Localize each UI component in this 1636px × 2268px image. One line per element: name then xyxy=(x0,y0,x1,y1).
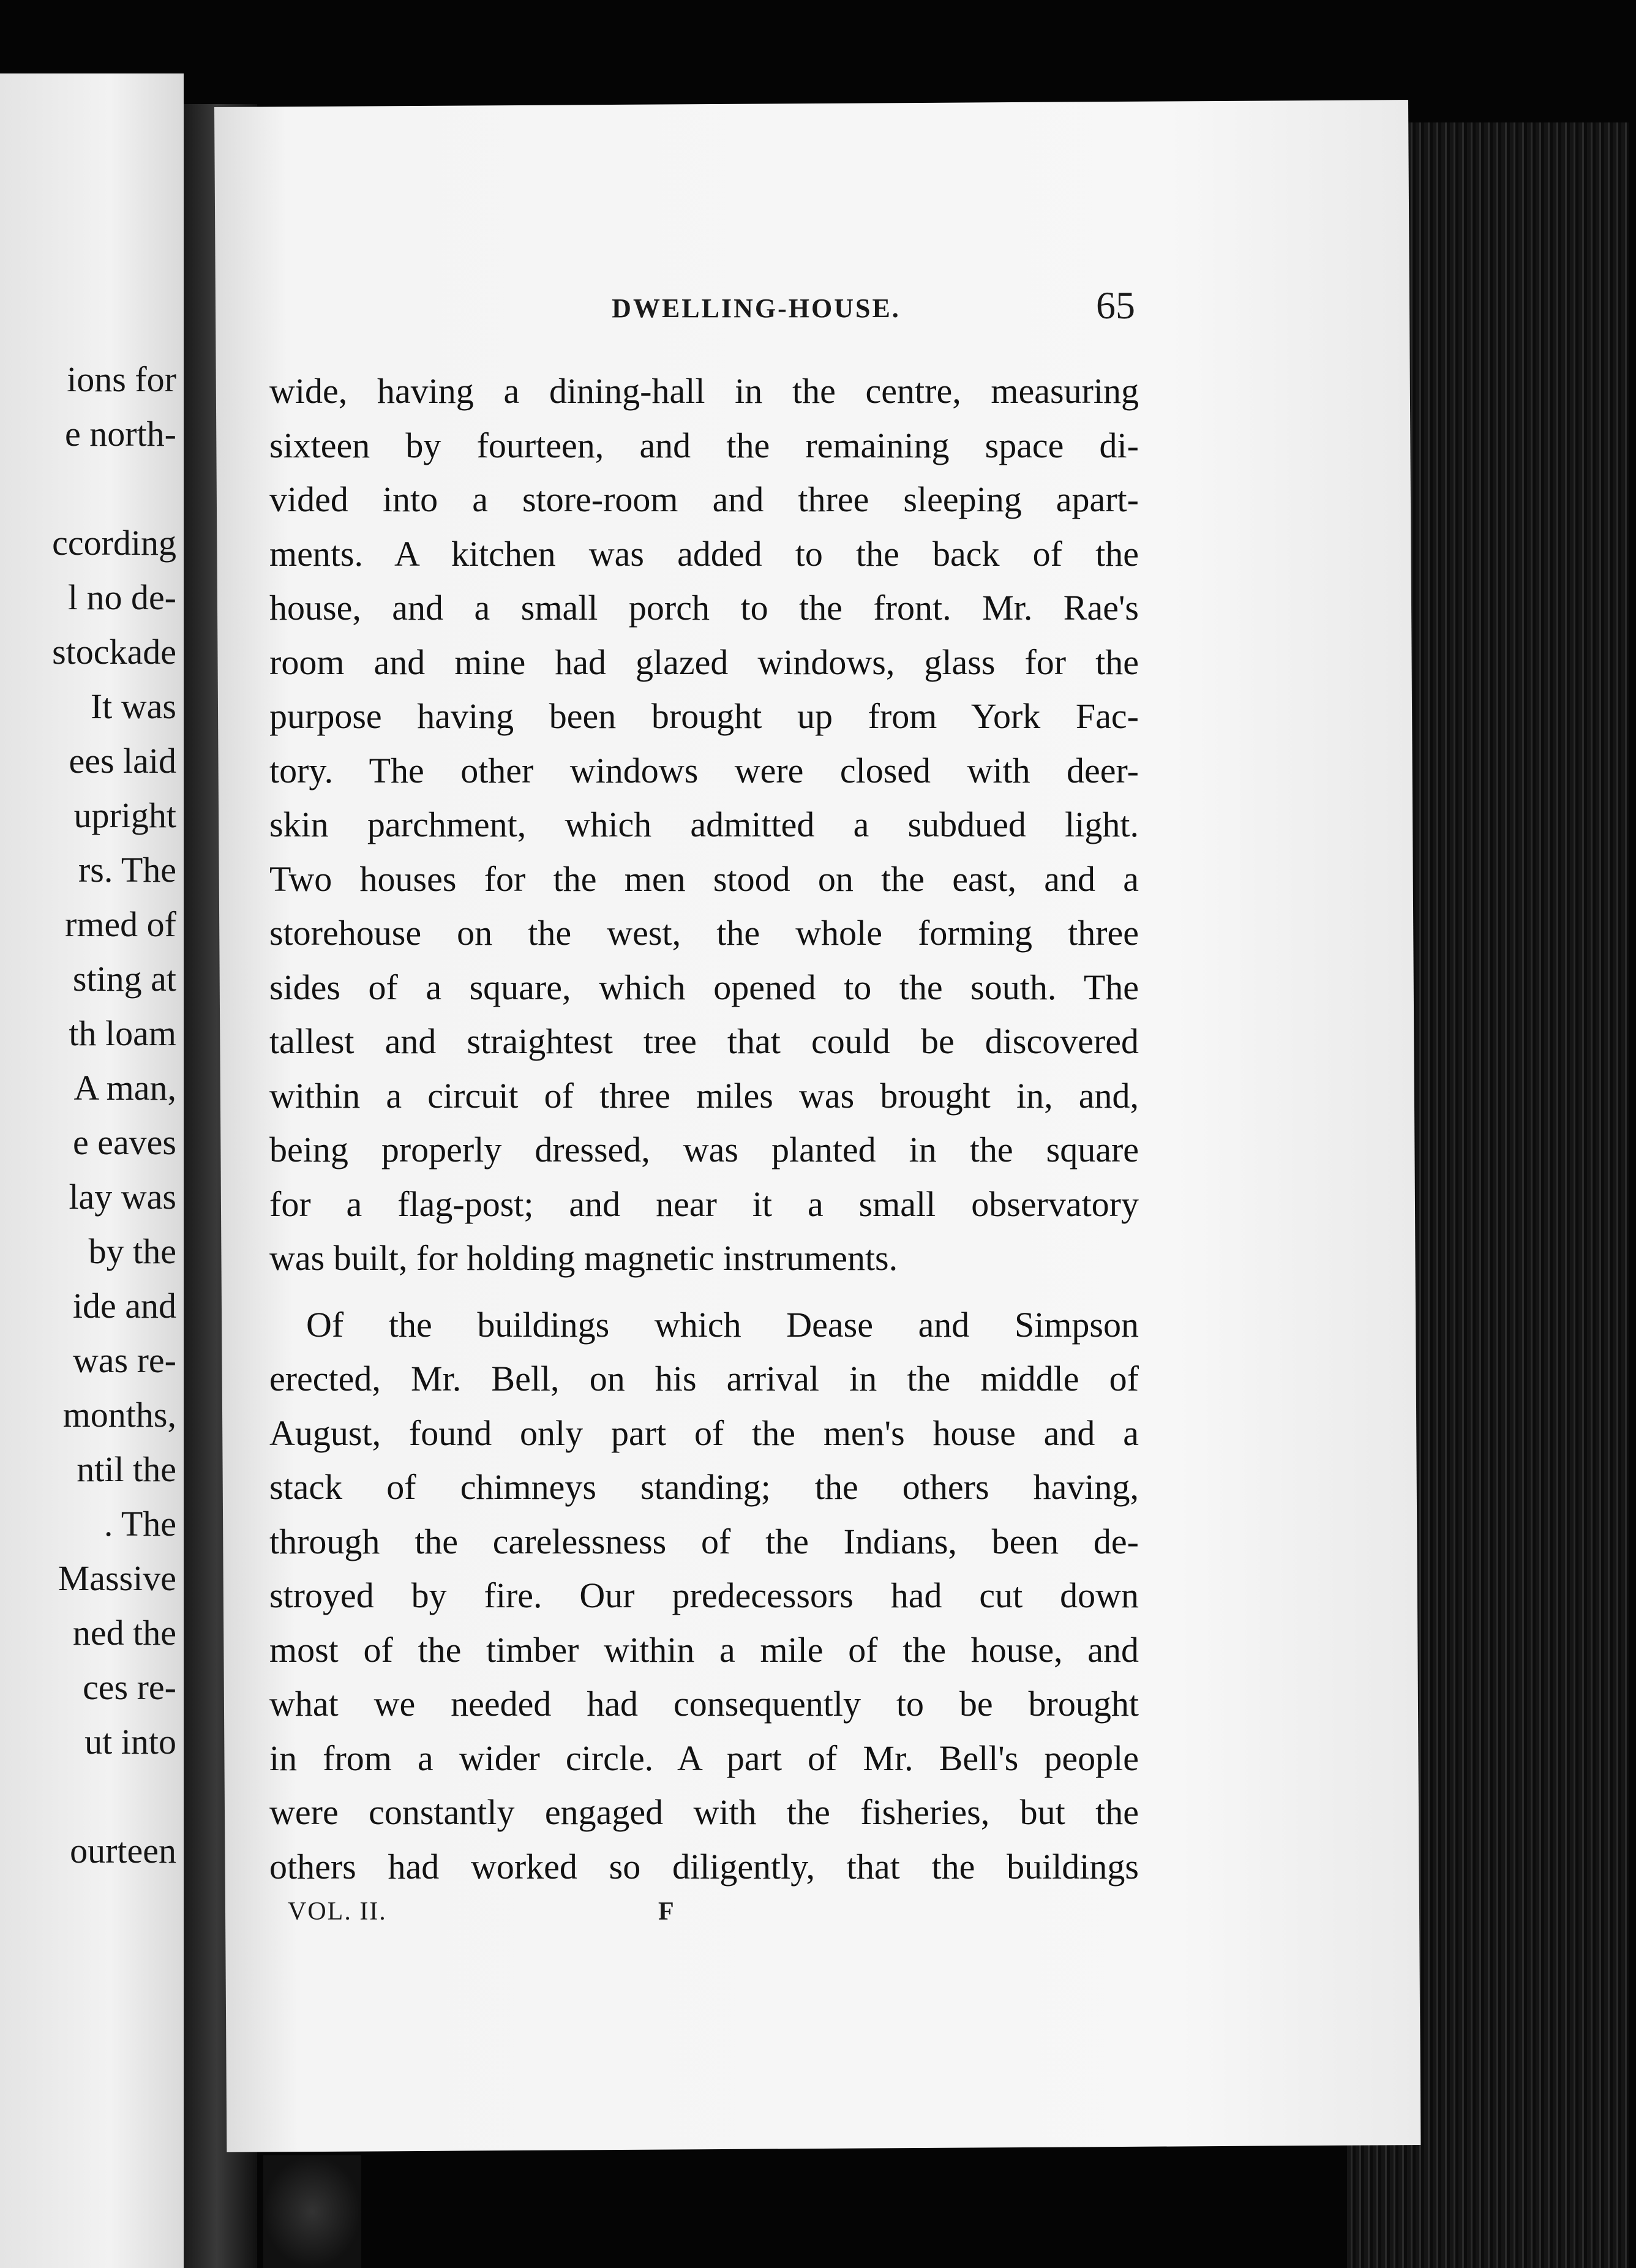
text-line: what we needed had consequently to be brought xyxy=(269,1684,1139,1724)
text-line: tallest and straightest tree that could be discovered xyxy=(269,1021,1139,1061)
left-page-line: Massive xyxy=(58,1558,176,1598)
left-page-line xyxy=(52,1769,176,1823)
left-page-line: ions for xyxy=(67,359,176,399)
left-page-line: was re- xyxy=(72,1340,176,1380)
text-line: room and mine had glazed windows, glass for the xyxy=(269,642,1139,682)
left-page-line: ide and xyxy=(72,1286,176,1326)
text-line: Of the buildings which Dease and Simpson xyxy=(306,1304,1139,1345)
text-line: vided into a store-room and three sleeping apart- xyxy=(269,479,1139,519)
volume-signature: VOL. II. xyxy=(288,1898,387,1926)
left-page-line: ces re- xyxy=(83,1667,176,1707)
left-page-line: e north- xyxy=(65,414,176,454)
left-page-line xyxy=(52,461,176,516)
left-page-text xyxy=(52,352,176,1878)
left-page-line: A man, xyxy=(73,1068,176,1108)
text-line: wide, having a dining-hall in the centre, measuring xyxy=(269,371,1139,411)
left-page-line: ees laid xyxy=(69,741,176,781)
text-line: stroyed by fire. Our predecessors had cut down xyxy=(269,1575,1139,1615)
body-text xyxy=(269,364,1139,1894)
text-line: Two houses for the men stood on the east, and a xyxy=(269,858,1139,899)
text-line: sides of a square, which opened to the south. The xyxy=(269,967,1139,1007)
left-page-line: rs. The xyxy=(78,850,176,890)
signature-letter: F xyxy=(658,1898,674,1926)
left-page-line: th loam xyxy=(69,1013,176,1053)
left-facing-page xyxy=(0,73,184,2268)
left-page-line: sting at xyxy=(72,959,176,999)
running-head: DWELLING-HOUSE. xyxy=(612,293,901,323)
left-page-line: ntil the xyxy=(77,1449,176,1489)
left-page-line: upright xyxy=(73,795,176,835)
text-line: stack of chimneys standing; the others having, xyxy=(269,1467,1139,1507)
paragraph-2 xyxy=(269,1298,1139,1894)
left-page-line: l no de- xyxy=(67,577,176,617)
text-line: skin parchment, which admitted a subdued light. xyxy=(269,805,1139,844)
text-line: sixteen by fourteen, and the remaining space di- xyxy=(269,425,1139,465)
left-page-line: . The xyxy=(103,1504,176,1544)
page-number: 65 xyxy=(1096,284,1135,327)
left-page-line: by the xyxy=(88,1231,176,1271)
text-line: through the carelessness of the Indians, been de- xyxy=(269,1521,1139,1561)
left-page-line: ourteen xyxy=(70,1831,176,1871)
text-line: being properly dressed, was planted in the square xyxy=(269,1130,1139,1170)
left-page-line: rmed of xyxy=(65,904,176,944)
text-line: most of the timber within a mile of the house, and xyxy=(269,1629,1139,1670)
text-line: tory. The other windows were closed with deer- xyxy=(269,750,1139,790)
text-line: in from a wider circle. A part of Mr. Bell's people xyxy=(269,1738,1139,1778)
text-line: within a circuit of three miles was brought in, and, xyxy=(269,1075,1139,1116)
text-line: were constantly engaged with the fisheries, but the xyxy=(269,1792,1139,1832)
left-page-line: ut into xyxy=(84,1722,176,1762)
text-line: for a flag-post; and near it a small observatory xyxy=(269,1184,1139,1224)
left-page-line: It was xyxy=(90,686,176,726)
paragraph-1 xyxy=(269,364,1139,1286)
text-line: purpose having been brought up from York Fac- xyxy=(269,696,1139,736)
left-page-line: ccording xyxy=(52,523,176,563)
text-line: house, and a small porch to the front. Mr. Rae's xyxy=(269,588,1139,628)
left-page-line: stockade xyxy=(52,632,176,672)
left-page-line: months, xyxy=(62,1395,176,1435)
text-line: August, found only part of the men's house and a xyxy=(269,1413,1139,1453)
text-line: was built, for holding magnetic instruments. xyxy=(269,1238,898,1278)
text-line: others had worked so diligently, that the buildings xyxy=(269,1846,1139,1887)
page-stain xyxy=(263,2155,361,2268)
text-line: storehouse on the west, the whole forming three xyxy=(269,913,1139,953)
text-line: ments. A kitchen was added to the back of the xyxy=(269,533,1139,574)
text-line: erected, Mr. Bell, on his arrival in the middle of xyxy=(269,1359,1139,1399)
left-page-line: lay was xyxy=(69,1177,176,1217)
left-page-line: ned the xyxy=(72,1613,176,1653)
left-page-line: e eaves xyxy=(72,1122,176,1162)
